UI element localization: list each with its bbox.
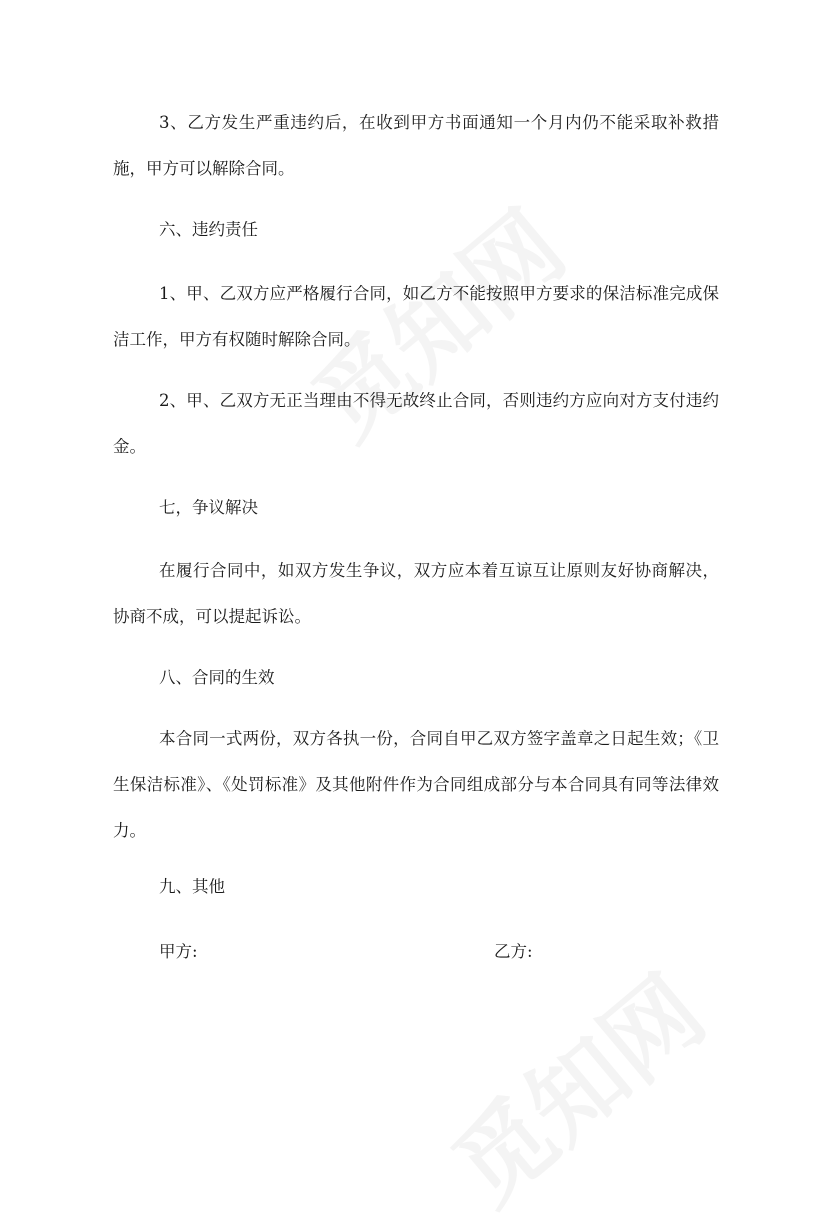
watermark-logo-bottom — [420, 940, 729, 1230]
section-heading-other: 九、其他 — [159, 877, 225, 896]
clause-5-3: 3、乙方发生严重违约后，在收到甲方书面通知一个月内仍不能采取补救措施，甲方可以解除合同。 — [113, 113, 719, 178]
section-heading-dispute-resolution: 七，争议解决 — [159, 498, 258, 517]
clause-6-1: 1、甲、乙双方应严格履行合同，如乙方不能按照甲方要求的保洁标准完成保洁工作，甲方有权随时解除合同。 — [113, 284, 719, 349]
party-b-signature-label: 乙方: — [494, 942, 533, 961]
clause-8-body: 本合同一式两份，双方各执一份，合同自甲乙双方签字盖章之日起生效；《卫生保洁标准》、《处罚标准》及其他附件作为合同组成部分与本合同具有同等法律效力。 — [113, 729, 719, 840]
clause-7-body: 在履行合同中，如双方发生争议，双方应本着互谅互让原则友好协商解决，协商不成，可以提起诉讼。 — [113, 561, 719, 626]
party-a-signature-label: 甲方: — [159, 942, 198, 961]
section-heading-breach-liability: 六、违约责任 — [159, 220, 258, 239]
section-heading-contract-effectiveness: 八、合同的生效 — [159, 668, 275, 687]
clause-6-2: 2、甲、乙双方无正当理由不得无故终止合同，否则违约方应向对方支付违约金。 — [113, 391, 719, 456]
